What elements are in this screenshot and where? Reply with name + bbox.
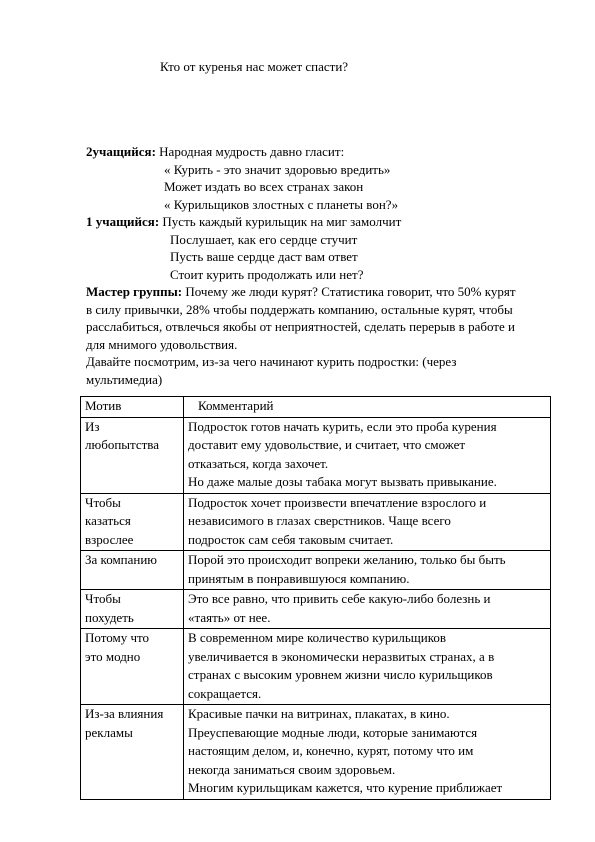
motive-line: казаться (85, 513, 131, 528)
paragraph-line: мультимедиа) (86, 371, 163, 387)
motive-line: За компанию (85, 552, 158, 567)
comment-line: Подросток хочет произвести впечатление взрослого и (188, 494, 487, 510)
verse-line: Послушает, как его сердце стучит (170, 231, 358, 247)
motive-line: взрослее (85, 531, 134, 547)
motive-line: Чтобы (85, 494, 121, 510)
motive-cell (81, 417, 184, 493)
header-comment: Комментарий (184, 397, 551, 418)
verse-line: « Курильщиков злостных с планеты вон?» (164, 196, 399, 212)
table-row (81, 590, 551, 629)
comment-line: доставит ему удовольствие, и считает, что сможет (188, 437, 466, 452)
comment-line: увеличивается в экономически неразвитых странах, а в (188, 648, 495, 664)
motive-line: любопытства (85, 437, 160, 452)
comment-line: В современном мире количество курильщиков (188, 630, 447, 645)
comment-line: независимого в глазах сверстников. Чаще всего (188, 513, 451, 528)
motive-line: рекламы (85, 724, 133, 740)
comment-cell (184, 551, 551, 590)
comment-line: Красивые пачки на витринах, плакатах, в кино. (188, 706, 450, 721)
motive-line: Потому что (85, 630, 150, 645)
table-row (81, 629, 551, 705)
header-motive: Мотив (81, 397, 184, 418)
motive-cell (81, 493, 184, 551)
motive-line: похудеть (85, 609, 134, 625)
comment-cell (184, 705, 551, 800)
table-row (81, 493, 551, 551)
comment-line: настоящим делом, и, конечно, курят, потому что им (188, 743, 474, 758)
student1-first-line (86, 213, 548, 231)
comment-cell (184, 629, 551, 705)
comment-line: Преуспевающие модные люди, которые занимаются (188, 724, 478, 740)
motives-table (80, 396, 551, 800)
motive-cell (81, 705, 184, 800)
paragraph-line: расслабиться, отвлечься якобы от неприятностей, сделать перерыв в работе и (86, 319, 515, 334)
table-body (81, 417, 551, 799)
comment-line: отказаться, когда захочет. (188, 455, 329, 471)
speaker-master: Мастер группы: (86, 284, 183, 299)
paragraph-line: Почему же люди курят? Статистика говорит, что 50% курят (185, 284, 516, 299)
paragraph-line: для мнимого удовольствия. (86, 336, 238, 352)
comment-line: Порой это происходит вопреки желанию, только бы быть (188, 552, 506, 567)
student2-first-line (86, 143, 548, 161)
comment-line: некогда заниматься своим здоровьем. (188, 761, 396, 777)
comment-cell (184, 590, 551, 629)
comment-line: Подросток готов начать курить, если это проба курения (188, 418, 497, 434)
motive-line: Чтобы (85, 591, 121, 606)
comment-line: принятым в понравившуюся компанию. (188, 570, 410, 586)
table-header-row (81, 397, 551, 418)
comment-line: Это все равно, что привить себе какую-либо болезнь и (188, 591, 491, 606)
master-first-line (86, 283, 548, 301)
speaker-student2: 2учащийся: (86, 144, 156, 159)
verse-line: Стоит курить продолжать или нет? (170, 266, 364, 282)
comment-cell (184, 493, 551, 551)
page-title: Кто от куренья нас может спасти? (160, 59, 349, 74)
motive-line: Из (85, 418, 100, 434)
motive-cell (81, 629, 184, 705)
comment-line: странах с высоким уровнем жизни число курильщиков (188, 667, 493, 682)
verse-line: Пусть ваше сердце даст вам ответ (170, 249, 358, 264)
verse-line: Пусть каждый курильщик на миг замолчит (162, 214, 402, 229)
verse-line: Народная мудрость давно гласит: (159, 144, 345, 159)
paragraph-line: в силу привычки, 28% чтобы поддержать компанию, остальные курят, чтобы (86, 301, 513, 317)
comment-line: «таять» от нее. (188, 609, 271, 625)
verse-line: Может издать во всех странах закон (164, 179, 364, 194)
comment-cell (184, 417, 551, 493)
table-row (81, 551, 551, 590)
verse-line: « Курить - это значит здоровью вредить» (164, 161, 391, 177)
motive-cell (81, 590, 184, 629)
table-row (81, 705, 551, 800)
motive-line: Из-за влияния (85, 706, 164, 721)
paragraph-line: Давайте посмотрим, из-за чего начинают курить подростки: (через (86, 354, 457, 369)
comment-line: Многим курильщикам кажется, что курение приближает (188, 780, 503, 795)
table-row (81, 417, 551, 493)
speaker-student1: 1 учащийся: (86, 214, 160, 229)
motive-line: это модно (85, 648, 141, 664)
comment-line: подросток сам себя таковым считает. (188, 531, 394, 547)
comment-line: сокращается. (188, 685, 262, 701)
dialogue-section (86, 143, 548, 388)
comment-line: Но даже малые дозы табака могут вызвать привыкание. (188, 474, 497, 489)
motive-cell (81, 551, 184, 590)
